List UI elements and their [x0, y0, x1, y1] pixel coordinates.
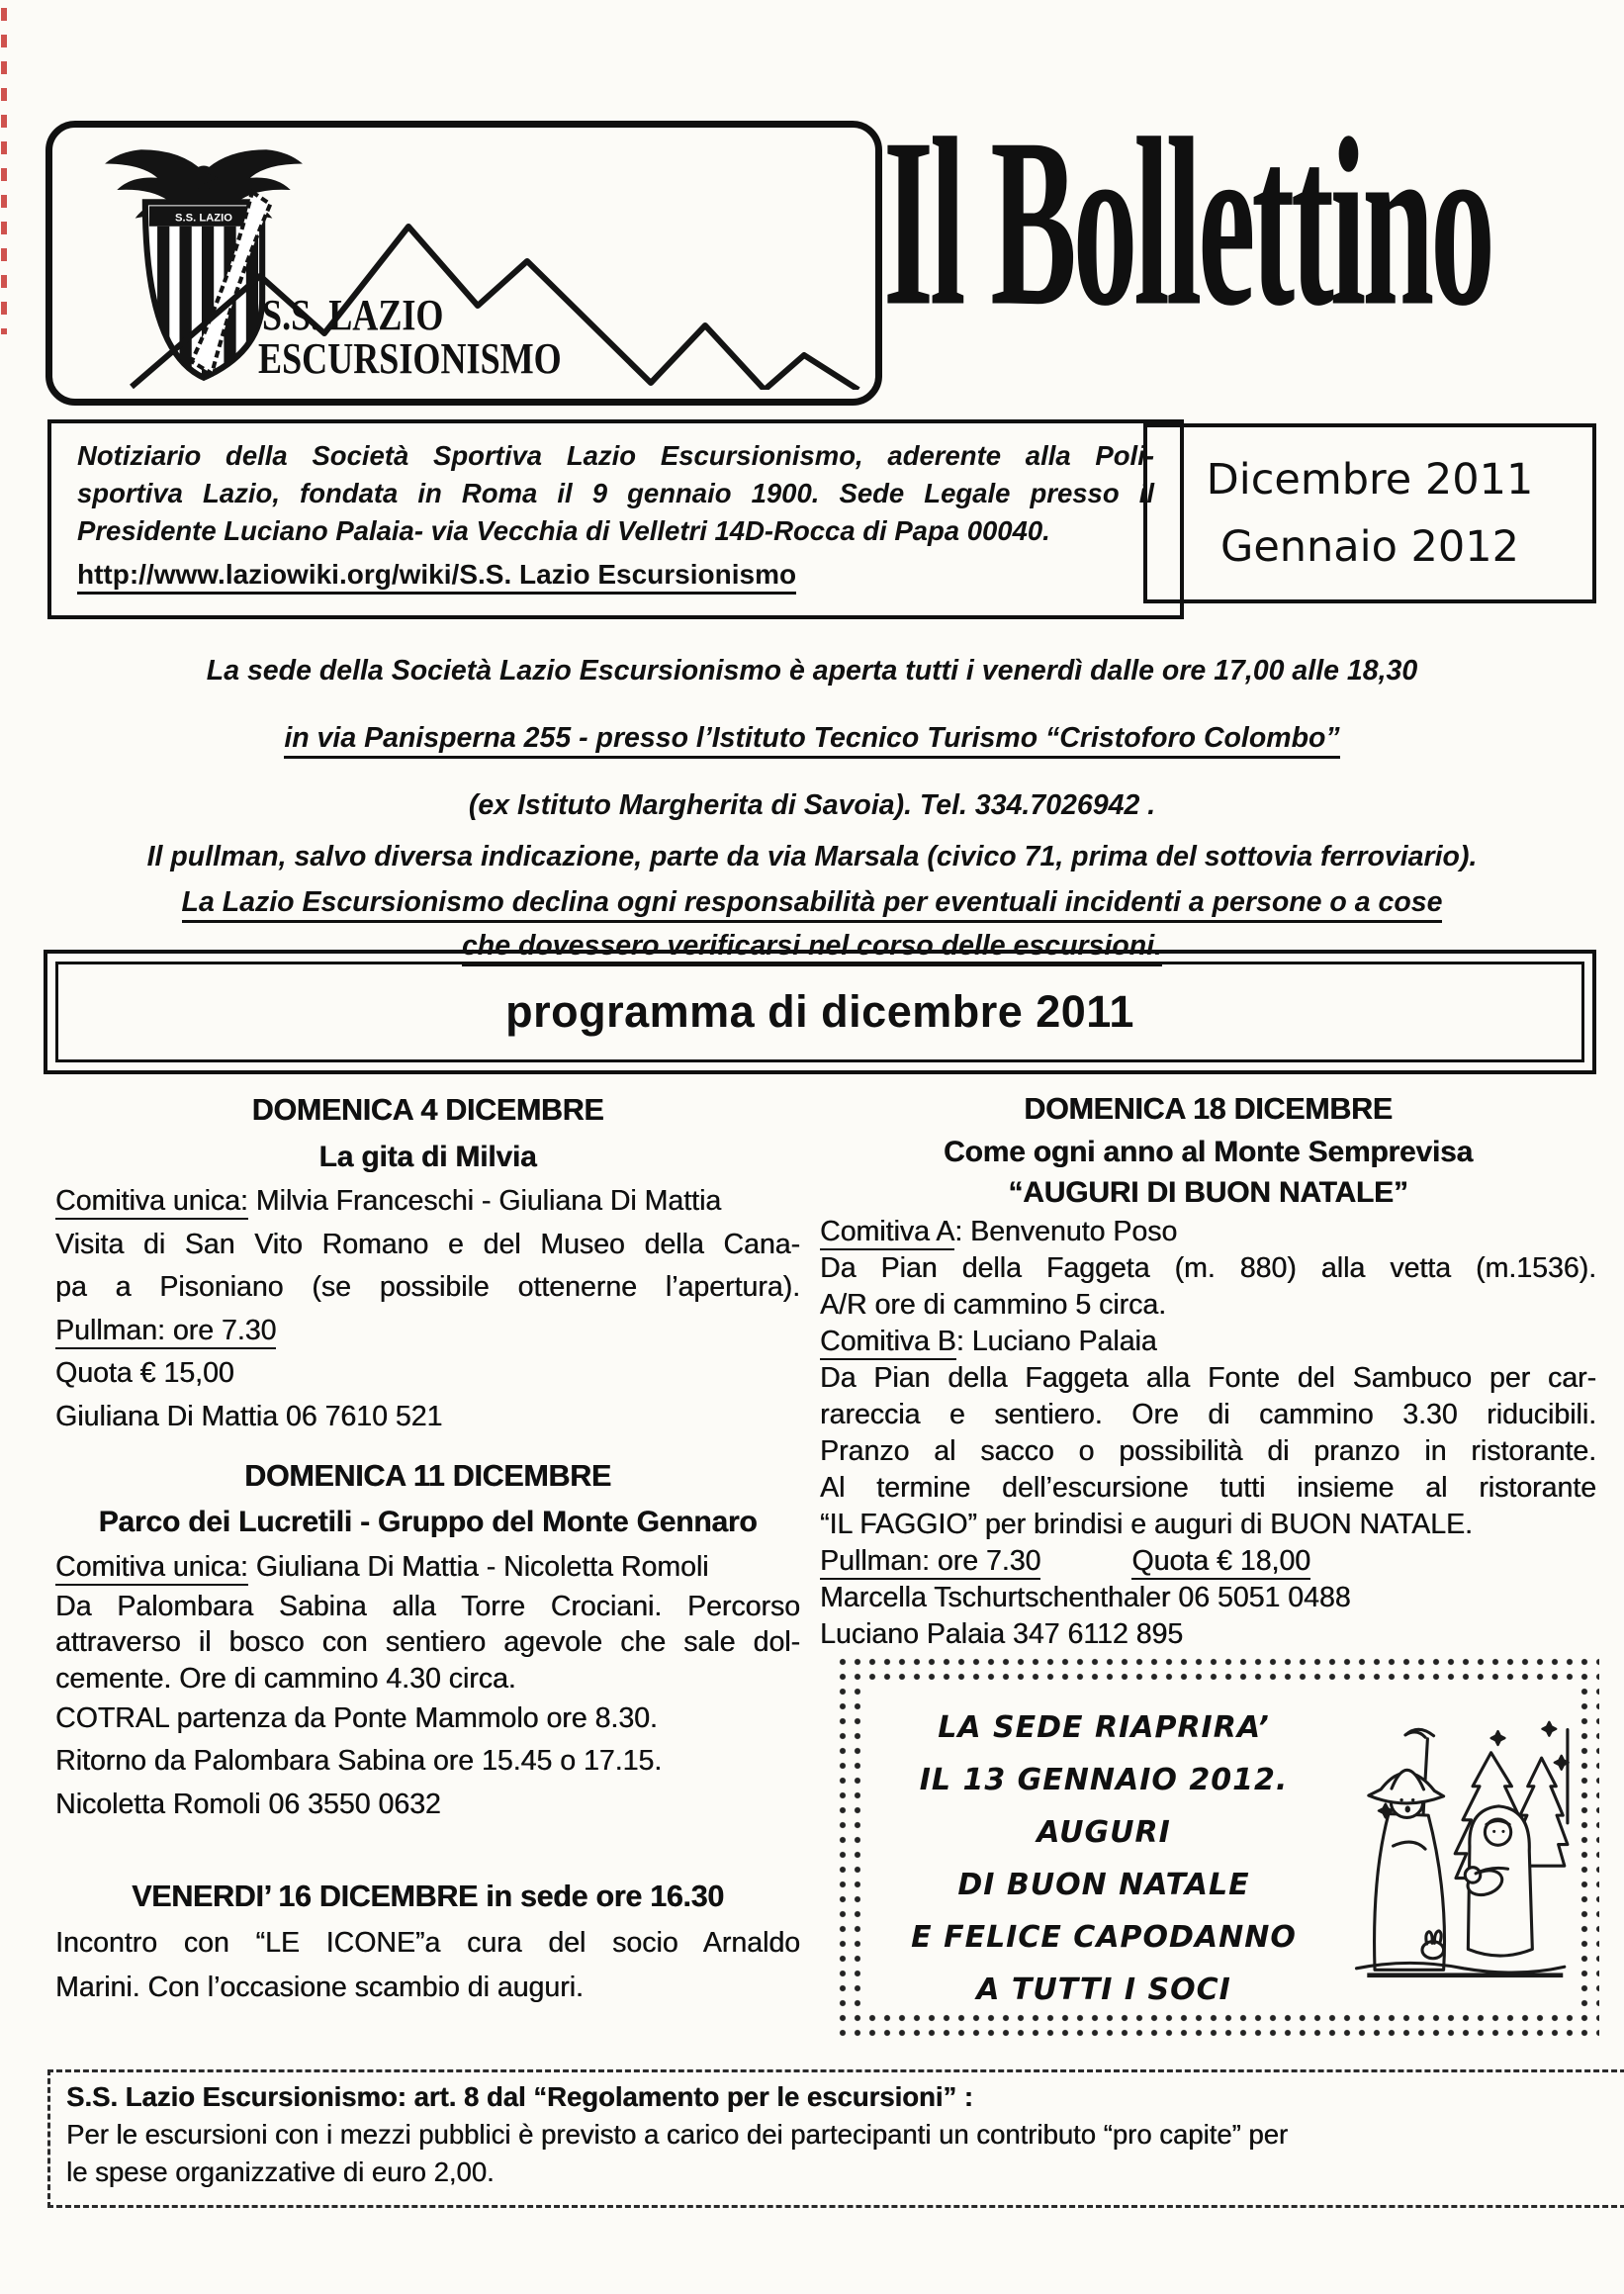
regulation-text: Per le escursioni con i mezzi pubblici è previsto a carico dei partecipanti un contributo “pro capite” per [66, 2119, 1289, 2150]
org-name-line1: S.S. LAZIO [262, 291, 444, 339]
greeting-line: A TUTTI I SOCI [976, 1973, 1231, 2007]
return-line: Ritorno da Palombara Sabina ore 15.45 o 17.15. [55, 1745, 663, 1777]
greeting-box-inner [860, 1680, 1575, 2014]
masthead-line: Notiziario della Società Sportiva Lazio Escursionismo, aderente alla Poli- [77, 440, 1154, 471]
program-banner [44, 950, 1596, 1074]
event-heading: DOMENICA 11 DICEMBRE [244, 1459, 611, 1493]
event-dec11 [55, 1452, 800, 1826]
event-heading: VENERDI’ 16 DICEMBRE in sede ore 16.30 [132, 1880, 724, 1913]
club-wiki-link: http://www.laziowiki.org/wiki/S.S. Lazio Escursionismo [77, 559, 1154, 591]
quota-line: Quota € 15,00 [55, 1357, 234, 1389]
event-heading: DOMENICA 18 DICEMBRE [1024, 1092, 1393, 1126]
contact-line: Giuliana Di Mattia 06 7610 521 [55, 1400, 443, 1432]
transport-line: COTRAL partenza da Ponte Mammolo ore 8.30. [55, 1702, 658, 1734]
comitiva-b-line: Comitiva B: Luciano Palaia [820, 1324, 1596, 1360]
pullman-line: Pullman: ore 7.30 [55, 1310, 800, 1353]
issue-month-1: Dicembre 2011 [1206, 455, 1534, 505]
regulation-text: le spese organizzative di euro 2,00. [66, 2156, 495, 2187]
regulation-title: S.S. Lazio Escursionismo: art. 8 dal “Regolamento per le escursioni” : [66, 2081, 973, 2112]
scan-artifact-marks [1, 8, 7, 334]
greeting-line: DI BUON NATALE [957, 1868, 1250, 1902]
event-desc: Al termine dell’escursione tutti insieme al ristorante [820, 1472, 1596, 1504]
contact-line: Luciano Palaia 347 6112 895 [820, 1618, 1184, 1650]
event-desc: Visita di San Vito Romano e del Museo della Cana- [55, 1228, 800, 1260]
event-subheading: Come ogni anno al Monte Semprevisa [944, 1136, 1473, 1168]
program-banner-title: programma di dicembre 2011 [55, 962, 1584, 1062]
event-desc: pa a Pisoniano (se possibile ottenerne l’apertura). [55, 1271, 800, 1303]
event-desc: Da Pian della Faggeta (m. 880) alla vetta (m.1536). [820, 1252, 1596, 1284]
event-desc: Pranzo al sacco o possibilità di pranzo in ristorante. [820, 1435, 1596, 1467]
event-desc: “IL FAGGIO” per brindisi e auguri di BUON NATALE. [820, 1509, 1473, 1540]
intro-line-5: La Lazio Escursionismo declina ogni responsabilità per eventuali incidenti a persone o a cose [40, 886, 1584, 919]
intro-line-2: in via Panisperna 255 - presso l’Istituto Tecnico Turismo “Cristoforo Colombo” [40, 722, 1584, 755]
intro-line-4: Il pullman, salvo diversa indicazione, parte da via Marsala (civico 71, prima del sottovia ferroviario). [146, 841, 1478, 872]
newsletter-title: Il Bollettino [883, 89, 1491, 357]
event-dec4 [55, 1086, 800, 1438]
event-desc: rareccia e sentiero. Ore di cammino 3.30 riducibili. [820, 1399, 1596, 1430]
contact-line: Marcella Tschurtschenthaler 06 5051 0488 [820, 1582, 1351, 1613]
event-desc: attraverso il bosco con sentiero agevole che sale dol- [55, 1626, 800, 1658]
masthead-line: sportiva Lazio, fondata in Roma il 9 gennaio 1900. Sede Legale presso il [77, 478, 1154, 508]
masthead-line: Presidente Luciano Palaia- via Vecchia di Velletri 14D-Rocca di Papa 00040. [77, 515, 1050, 546]
greeting-line: AUGURI [1037, 1815, 1171, 1850]
event-subheading: “AUGURI DI BUON NATALE” [1008, 1176, 1408, 1209]
org-name-line2: ESCURSIONISMO [258, 334, 562, 383]
event-desc: Da Pian della Faggeta alla Fonte del Sambuco per car- [820, 1362, 1596, 1394]
contact-line: Nicoletta Romoli 06 3550 0632 [55, 1789, 441, 1820]
issue-date-box [1143, 423, 1596, 603]
intro-line-1: La sede della Società Lazio Escursionismo è aperta tutti i venerdì dalle ore 17,00 alle 18,30 [206, 655, 1418, 687]
nativity-illustration [1341, 1684, 1571, 2012]
event-subheading: Parco dei Lucretili - Gruppo del Monte Gennaro [98, 1506, 758, 1538]
greeting-text [866, 1701, 1341, 2016]
event-desc: A/R ore di cammino 5 circa. [820, 1289, 1167, 1321]
intro-line-6: che dovessero verificarsi nel corso delle escursioni. [40, 930, 1584, 963]
greeting-line: IL 13 GENNAIO 2012. [919, 1763, 1289, 1797]
intro-line-3: (ex Istituto Margherita di Savoia). Tel. 334.7026942 . [468, 789, 1156, 821]
event-heading: DOMENICA 4 DICEMBRE [251, 1093, 604, 1127]
event-desc: Incontro con “LE ICONE”a cura del socio Arnaldo [55, 1927, 800, 1959]
comitiva-line: Comitiva unica: Giuliana Di Mattia - Nicoletta Romoli [55, 1545, 800, 1589]
club-logo-box [45, 121, 882, 406]
greeting-line: E FELICE CAPODANNO [911, 1920, 1297, 1955]
pullman-quota-line: Pullman: ore 7.30 Quota € 18,00 [820, 1543, 1596, 1580]
comitiva-line: Comitiva unica: Milvia Franceschi - Giuliana Di Mattia [55, 1180, 800, 1224]
masthead-box [47, 419, 1184, 619]
event-desc: Marini. Con l’occasione scambio di auguri. [55, 1972, 584, 2003]
issue-month-2: Gennaio 2012 [1220, 522, 1519, 572]
event-subheading: La gita di Milvia [318, 1141, 537, 1173]
greeting-line: LA SEDE RIAPRIRA’ [938, 1710, 1270, 1745]
greeting-box [836, 1655, 1599, 2039]
event-desc: Da Palombara Sabina alla Torre Crociani. Percorso [55, 1591, 800, 1622]
event-dec16 [55, 1872, 800, 2010]
event-dec18 [820, 1086, 1596, 1653]
svg-text:S.S. LAZIO: S.S. LAZIO [175, 212, 232, 225]
regulation-box [47, 2069, 1624, 2208]
event-desc: cemente. Ore di cammino 4.30 circa. [55, 1663, 516, 1695]
comitiva-a-line: Comitiva A: Benvenuto Poso [820, 1214, 1596, 1250]
